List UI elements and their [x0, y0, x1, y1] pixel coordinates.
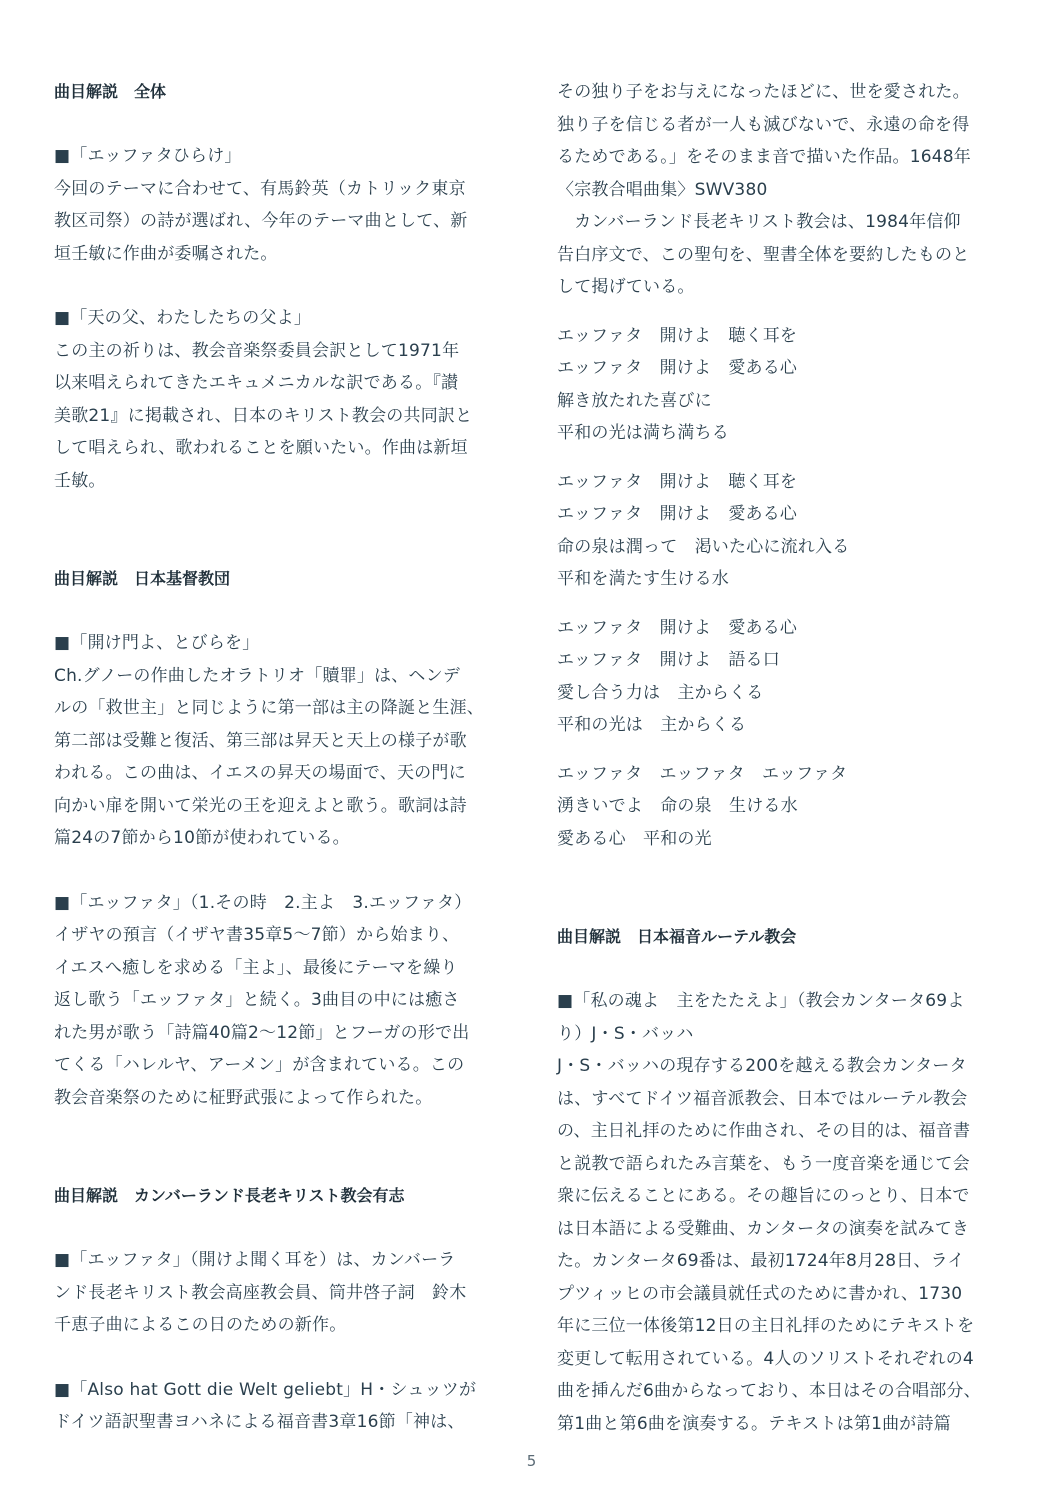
- text-line: この主の祈りは、教会音楽祭委員会訳として1971年: [54, 340, 460, 361]
- text-line: 変更して転用されている。4人のソリストそれぞれの4: [557, 1348, 974, 1369]
- text-line: イエスへ癒しを求める「主よ」、最後にテーマを繰り: [54, 957, 458, 978]
- text-line: 衆に伝えることにある。その趣旨にのっとり、日本で: [557, 1186, 970, 1206]
- text-line: 〈宗教合唱曲集〉SWV380: [557, 179, 768, 200]
- text-line: 返し歌う「エッファタ」と続く。3曲目の中には癒さ: [54, 990, 460, 1010]
- lyrics-stanza-3: [557, 612, 1007, 742]
- right-column: [557, 76, 1007, 1440]
- cumberland-item-2: [54, 1374, 504, 1439]
- kyodan-item-2: [54, 887, 504, 1115]
- general-item-2: [54, 302, 504, 497]
- text-line: た。カンタータ69番は、最初1724年8月28日、ライ: [557, 1251, 965, 1271]
- general-item-1: [54, 140, 504, 270]
- section-heading-lutheran: 曲目解説 日本福音ルーテル教会: [557, 927, 797, 946]
- text-line: ■「エッファタ」（1.その時 2.主よ 3.エッファタ）: [54, 892, 472, 913]
- text-line: 教会音楽祭のために柾野武張によって作られた。: [54, 1087, 433, 1108]
- text-line: 篇24の7節から10節が使われている。: [54, 828, 350, 848]
- text-line: は日本語による受難曲、カンタータの演奏を試みてき: [557, 1218, 970, 1239]
- text-line: カンバーランド長老キリスト教会は、1984年信仰: [557, 212, 961, 232]
- lyric-line: 愛し合う力は 主からくる: [557, 682, 764, 703]
- text-line: 第1曲と第6曲を演奏する。テキストは第1曲が詩篇: [557, 1413, 951, 1434]
- text-line: して掲げている。: [557, 277, 695, 297]
- lyric-line: 平和の光は 主からくる: [557, 715, 747, 735]
- lyric-line: エッファタ エッファタ エッファタ: [557, 763, 848, 784]
- text-line: 美歌21』に掲載され、日本のキリスト教会の共同訳と: [54, 405, 473, 426]
- lutheran-item-1: [557, 985, 1007, 1440]
- text-line: Ch.グノーの作曲したオラトリオ「贖罪」は、ヘンデ: [54, 665, 461, 686]
- text-line: 第二部は受難と復活、第三部は昇天と天上の様子が歌: [54, 730, 467, 751]
- kyodan-item-1: [54, 627, 504, 855]
- schutz-continuation: [557, 76, 1007, 304]
- text-line: 垣壬敏に作曲が委嘱された。: [54, 243, 278, 264]
- text-line: その独り子をお与えになったほどに、世を愛された。: [557, 82, 970, 102]
- text-line: てくる「ハレルヤ、アーメン」が含まれている。この: [54, 1055, 465, 1075]
- text-line: 今回のテーマに合わせて、有馬鈴英（カトリック東京: [54, 178, 466, 199]
- text-line: るためである。」をそのまま音で描いた作品。1648年: [557, 147, 971, 167]
- lyric-line: 平和の光は満ち満ちる: [557, 423, 729, 443]
- text-line: 壬敏。: [54, 470, 106, 491]
- lyric-line: エッファタ 開けよ 愛ある心: [557, 358, 798, 378]
- section-heading-general: 曲目解説 全体: [54, 82, 167, 101]
- text-line: 以来唱えられてきたエキュメニカルな訳である。『讃: [54, 373, 459, 393]
- lyrics-stanza-1: [557, 320, 1007, 450]
- text-line: J・S・バッハの現存する200を越える教会カンタータ: [557, 1056, 967, 1076]
- text-line: 独り子を信じる者が一人も滅びないで、永遠の命を得: [557, 114, 970, 135]
- left-column: [54, 76, 504, 1439]
- lyric-line: 解き放たれた喜びに: [557, 390, 712, 411]
- text-line: 告白序文で、この聖句を、聖書全体を要約したものと: [557, 244, 970, 265]
- text-line: プツィッヒの市会議員就任式のために書かれ、1730: [557, 1283, 963, 1304]
- section-heading-kyodan: 曲目解説 日本基督教団: [54, 569, 231, 588]
- text-line: れた男が歌う「詩篇40篇2〜12節」とフーガの形で出: [54, 1022, 470, 1043]
- text-line: と説教で語られたみ言葉を、もう一度音楽を通じて会: [557, 1153, 970, 1174]
- section-heading-cumberland: 曲目解説 カンバーランド長老キリスト教会有志: [54, 1186, 405, 1205]
- text-line: ■「Also hat Gott die Welt geliebt」H・シュッツが: [54, 1379, 477, 1400]
- text-line: ルの「救世主」と同じように第一部は主の降誕と生涯、: [54, 698, 484, 718]
- text-line: ■「エッファタひらけ」: [54, 146, 242, 166]
- text-line: 曲を挿んだ6曲からなっており、本日はその合唱部分、: [557, 1381, 981, 1401]
- text-line: ■「開け門よ、とびらを」: [54, 633, 260, 653]
- lyrics-stanza-4: [557, 758, 1007, 856]
- text-line: ドイツ語訳聖書ヨハネによる福音書3章16節「神は、: [54, 1412, 465, 1432]
- text-line: ■「私の魂よ 主をたたえよ」（教会カンタータ69よ: [557, 991, 965, 1011]
- lyric-line: エッファタ 開けよ 語る口: [557, 650, 780, 670]
- text-line: 年に三位一体後第12日の主日礼拝のためにテキストを: [557, 1316, 975, 1336]
- text-line: 教区司祭）の詩が選ばれ、今年のテーマ曲として、新: [54, 211, 468, 231]
- text-line: り）J・S・バッハ: [557, 1023, 694, 1044]
- text-line: して唱えられ、歌われることを願いたい。作曲は新垣: [54, 438, 468, 458]
- lyric-line: 愛ある心 平和の光: [557, 828, 712, 849]
- text-line: ンド長老キリスト教会高座教会員、筒井啓子詞 鈴木: [54, 1282, 467, 1303]
- cumberland-item-1: [54, 1244, 504, 1342]
- text-line: ■「天の父、わたしたちの父よ」: [54, 308, 312, 328]
- lyric-line: エッファタ 開けよ 愛ある心: [557, 617, 798, 638]
- text-line: イザヤの預言（イザヤ書35章5〜7節）から始まり、: [54, 925, 460, 945]
- text-line: は、すべてドイツ福音派教会、日本ではルーテル教会: [557, 1088, 968, 1109]
- lyric-line: エッファタ 開けよ 聴く耳を: [557, 325, 798, 346]
- text-line: ■「エッファタ」（開けよ聞く耳を）は、カンバーラ: [54, 1250, 456, 1270]
- lyric-line: 命の泉は潤って 渇いた心に流れ入る: [557, 536, 850, 557]
- lyric-line: エッファタ 開けよ 愛ある心: [557, 504, 798, 524]
- text-line: 千恵子曲によるこの日のための新作。: [54, 1315, 347, 1335]
- lyric-line: 平和を満たす生ける水: [557, 569, 729, 589]
- text-line: われる。この曲は、イエスの昇天の場面で、天の門に: [54, 763, 466, 783]
- text-line: 向かい扉を開いて栄光の王を迎えよと歌う。歌詞は詩: [54, 795, 467, 816]
- lyric-line: エッファタ 開けよ 聴く耳を: [557, 471, 798, 492]
- text-line: の、主日礼拝のために作曲され、その目的は、福音書: [557, 1121, 971, 1141]
- page-number: 5: [526, 1452, 537, 1470]
- lyric-line: 湧きいでよ 命の泉 生ける水: [557, 796, 798, 816]
- lyrics-stanza-2: [557, 466, 1007, 596]
